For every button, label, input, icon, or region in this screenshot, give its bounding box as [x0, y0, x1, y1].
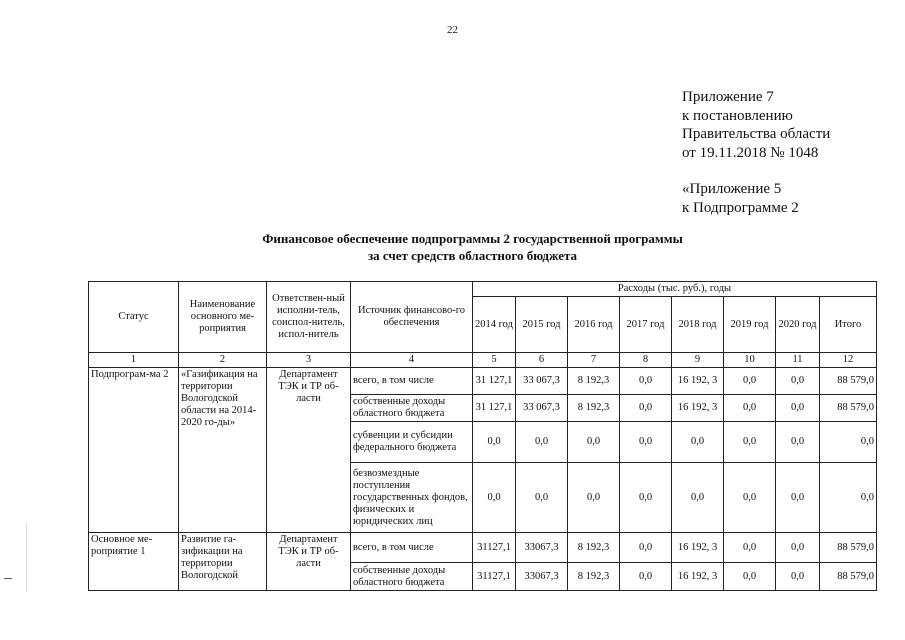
- value-cell: 0,0: [776, 563, 820, 591]
- measure-name-cell: «Газификация на территории Вологодской области на 2014-2020 го-ды»: [179, 368, 267, 533]
- appendix-line-4: от 19.11.2018 № 1048: [682, 144, 819, 161]
- appendix-line-5: «Приложение 5: [682, 181, 782, 197]
- appendix-line-6: к Подпрограмме 2: [682, 199, 799, 216]
- value-cell: 33 067,3: [516, 368, 568, 395]
- header-year: 2020 год: [776, 297, 820, 353]
- column-number: 2: [179, 353, 267, 368]
- value-cell: 0,0: [724, 422, 776, 463]
- header-status: Статус: [89, 282, 179, 353]
- column-number: 6: [516, 353, 568, 368]
- appendix-line-1: Приложение 7: [682, 89, 774, 105]
- value-cell: 0,0: [776, 395, 820, 422]
- measure-name-cell: Развитие га-зификации на территории Вологодской: [179, 533, 267, 591]
- value-cell: 0,0: [724, 463, 776, 533]
- value-cell: 0,0: [620, 422, 672, 463]
- status-cell: Подпрограм-ма 2: [89, 368, 179, 533]
- value-cell: 0,0: [672, 422, 724, 463]
- header-expenses: Расходы (тыс. руб.), годы: [473, 282, 877, 297]
- appendix-gap: [682, 162, 830, 180]
- source-cell: всего, в том числе: [351, 368, 473, 395]
- column-number-row: [89, 353, 877, 368]
- appendix-line-3: Правительства области: [682, 126, 831, 142]
- value-cell: 0,0: [620, 563, 672, 591]
- value-cell: 33 067,3: [516, 395, 568, 422]
- value-cell: 0,0: [776, 533, 820, 563]
- column-number: 10: [724, 353, 776, 368]
- header-year: 2018 год: [672, 297, 724, 353]
- value-cell: 0,0: [724, 533, 776, 563]
- scan-margin-tick: [4, 578, 12, 579]
- value-cell: 31127,1: [473, 533, 516, 563]
- value-cell: 8 192,3: [568, 533, 620, 563]
- value-cell: 16 192, 3: [672, 368, 724, 395]
- table-row: [89, 533, 877, 563]
- source-cell: всего, в том числе: [351, 533, 473, 563]
- value-cell: 0,0: [516, 463, 568, 533]
- header-year: 2019 год: [724, 297, 776, 353]
- column-number: 5: [473, 353, 516, 368]
- total-cell: 88 579,0: [820, 368, 877, 395]
- header-year: 2014 год: [473, 297, 516, 353]
- value-cell: 31127,1: [473, 563, 516, 591]
- value-cell: 0,0: [620, 368, 672, 395]
- value-cell: 31 127,1: [473, 395, 516, 422]
- value-cell: 0,0: [568, 422, 620, 463]
- value-cell: 33067,3: [516, 563, 568, 591]
- total-cell: 0,0: [820, 422, 877, 463]
- total-cell: 88 579,0: [820, 533, 877, 563]
- value-cell: 33067,3: [516, 533, 568, 563]
- total-cell: 88 579,0: [820, 395, 877, 422]
- value-cell: 16 192, 3: [672, 533, 724, 563]
- value-cell: 0,0: [516, 422, 568, 463]
- value-cell: 8 192,3: [568, 395, 620, 422]
- scan-margin-line: [26, 522, 27, 592]
- column-number: 12: [820, 353, 877, 368]
- value-cell: 8 192,3: [568, 563, 620, 591]
- column-number: 7: [568, 353, 620, 368]
- value-cell: 0,0: [776, 368, 820, 395]
- column-number: 1: [89, 353, 179, 368]
- executor-cell: Департамент ТЭК и ТР об-ласти: [267, 368, 351, 533]
- appendix-line-2: к постановлению: [682, 107, 793, 124]
- table-row: [89, 368, 877, 395]
- column-number: 11: [776, 353, 820, 368]
- value-cell: 0,0: [724, 368, 776, 395]
- value-cell: 16 192, 3: [672, 395, 724, 422]
- source-cell: безвозмездные поступления государственных фондов, физических и юридических лиц: [351, 463, 473, 533]
- status-cell: Основное ме-роприятие 1: [89, 533, 179, 591]
- value-cell: 0,0: [724, 395, 776, 422]
- value-cell: 8 192,3: [568, 368, 620, 395]
- column-number: 4: [351, 353, 473, 368]
- header-year: 2016 год: [568, 297, 620, 353]
- title-line-2: за счет средств областного бюджета: [367, 248, 578, 263]
- value-cell: 0,0: [620, 395, 672, 422]
- financing-table: [88, 281, 877, 591]
- column-number: 9: [672, 353, 724, 368]
- value-cell: 0,0: [776, 422, 820, 463]
- appendix-block: [682, 88, 830, 217]
- column-number: 8: [620, 353, 672, 368]
- value-cell: 0,0: [724, 563, 776, 591]
- value-cell: 31 127,1: [473, 368, 516, 395]
- value-cell: 0,0: [620, 533, 672, 563]
- header-total: Итого: [820, 297, 877, 353]
- header-source: Источник финансово-го обеспечения: [351, 282, 473, 353]
- source-cell: собственные доходы областного бюджета: [351, 563, 473, 591]
- page-number: 22: [447, 24, 458, 36]
- value-cell: 0,0: [776, 463, 820, 533]
- value-cell: 16 192, 3: [672, 563, 724, 591]
- header-executor: Ответствен-ный исполни-тель, соиспол-нитель, испол-нитель: [267, 282, 351, 353]
- total-cell: 88 579,0: [820, 563, 877, 591]
- total-cell: 0,0: [820, 463, 877, 533]
- title-line-1: Финансовое обеспечение подпрограммы 2 государственной программы: [262, 231, 683, 246]
- header-name: Наименование основного ме-роприятия: [179, 282, 267, 353]
- executor-cell: Департамент ТЭК и ТР об-ласти: [267, 533, 351, 591]
- source-cell: субвенции и субсидии федерального бюджета: [351, 422, 473, 463]
- value-cell: 0,0: [672, 463, 724, 533]
- document-title: [0, 230, 905, 264]
- source-cell: собственные доходы областного бюджета: [351, 395, 473, 422]
- value-cell: 0,0: [620, 463, 672, 533]
- value-cell: 0,0: [568, 463, 620, 533]
- header-year: 2017 год: [620, 297, 672, 353]
- column-number: 3: [267, 353, 351, 368]
- header-year: 2015 год: [516, 297, 568, 353]
- value-cell: 0,0: [473, 422, 516, 463]
- value-cell: 0,0: [473, 463, 516, 533]
